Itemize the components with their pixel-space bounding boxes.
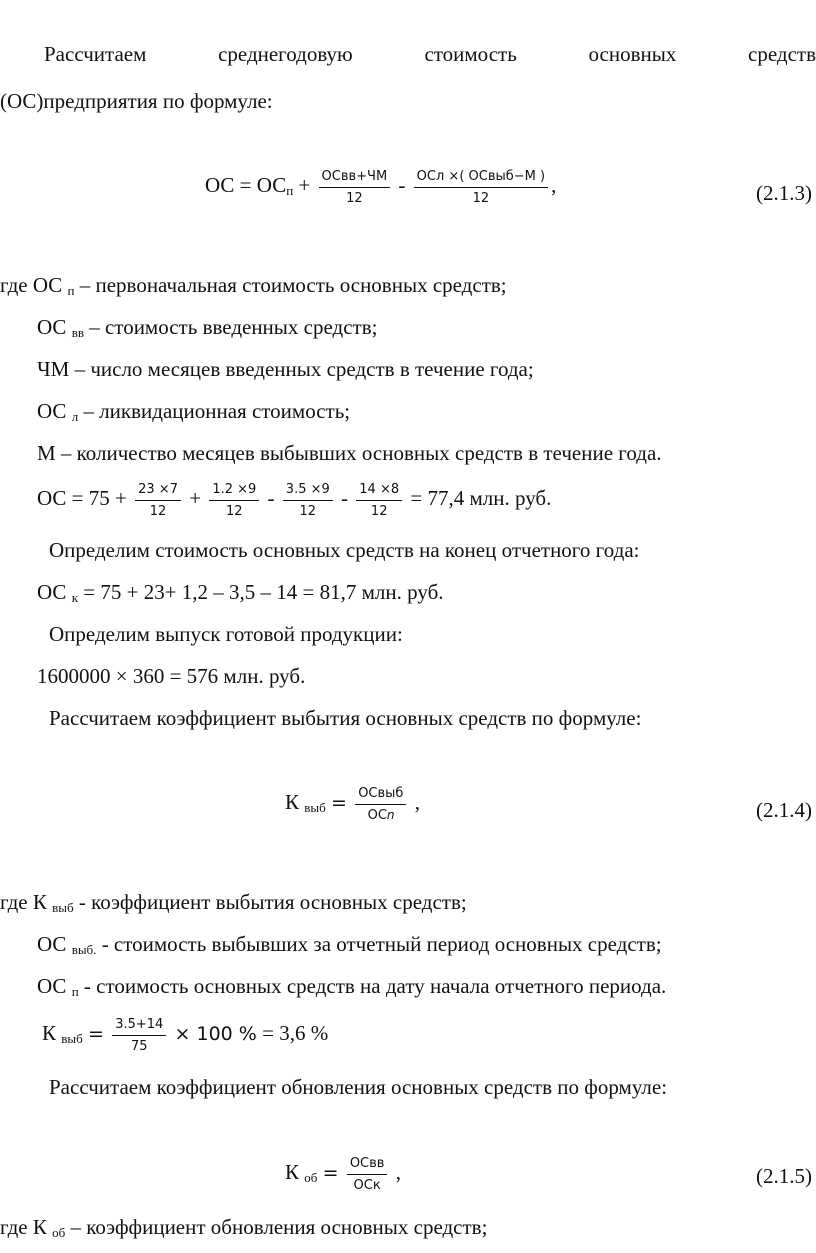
equation-2-1-5: К $_{об}$ = $\frac{\text{ОСвв}}{\text{ОСк}}$ , xyxy=(285,1155,401,1193)
fraction: $\frac{3.5 \times 9}{12}$ xyxy=(283,482,333,519)
definition-line: ОС $_л$ – ликвидационная стоимость; xyxy=(37,399,351,424)
calculation-line: К $_{выб}$ = $\frac{3.5+14}{75}$ × 100 % = 3,6 % xyxy=(42,1016,329,1054)
fraction: $\frac{\text{ОСвв+ЧМ}}{12}$ xyxy=(319,169,391,206)
fraction: $\frac{3.5+14}{75}$ xyxy=(112,1017,166,1054)
intro-word: среднегодовую xyxy=(218,42,353,66)
definition-line: ОС $_{вв}$ – стоимость введенных средств; xyxy=(37,315,378,340)
fraction: $\frac{\text{ОСвв}}{\text{ОСк}}$ xyxy=(347,1156,388,1193)
fraction: $\frac{\text{ОСвыб}}{\text{ОС𝑛}}$ xyxy=(355,786,406,823)
definition-line: М – количество месяцев выбывших основных средств в течение года. xyxy=(37,441,662,465)
paragraph-line: Определим выпуск готовой продукции: xyxy=(49,622,403,646)
intro-word: средств xyxy=(748,42,816,66)
definition-line: где ОС $_п$ – первоначальная стоимость основных средств; xyxy=(0,273,507,298)
definition-line: ОС $_{выб.}$ - стоимость выбывших за отчетный период основных средств; xyxy=(37,932,662,957)
equation-number: (2.1.3) xyxy=(756,181,812,205)
definition-line: где К $_{об}$ – коэффициент обновления основных средств; xyxy=(0,1215,488,1240)
intro-word: основных xyxy=(588,42,677,66)
intro-line-1 xyxy=(44,42,816,67)
equation-number: (2.1.4) xyxy=(756,798,812,822)
calculation-line: ОС $_к$ = 75 + 23+ 1,2 – 3,5 – 14 = 81,7 млн. руб. xyxy=(37,580,444,605)
intro-line-2: (ОС)предприятия по формуле: xyxy=(0,89,273,113)
definition-line: ЧМ – число месяцев введенных средств в течение года; xyxy=(37,357,534,381)
fraction: $\frac{\text{ОСл ×( ОСвыб−М )}}{12}$ xyxy=(414,169,548,206)
fraction: $\frac{14 \times 8}{12}$ xyxy=(356,482,402,519)
calculation-line: 1600000 × 360 = 576 млн. руб. xyxy=(37,664,306,688)
equation-2-1-4: К $_{выб}$ = $\frac{\text{ОСвыб}}{\text{ОС𝑛}}$ , xyxy=(285,785,420,823)
paragraph-line: Рассчитаем коэффициент обновления основных средств по формуле: xyxy=(49,1075,668,1099)
intro-word: Рассчитаем xyxy=(44,42,147,66)
paragraph-line: Определим стоимость основных средств на конец отчетного года: xyxy=(49,538,640,562)
fraction: $\frac{1.2 \times 9}{12}$ xyxy=(209,482,259,519)
equation-2-1-3: ОС = $ОС_п$ + $\frac{\text{ОСвв+ЧМ}}{12}$ - $\frac{\text{ОСл ×( ОСвыб−М )}}{12}$ , xyxy=(205,168,557,206)
definition-line: ОС $_п$ - стоимость основных средств на дату начала отчетного периода. xyxy=(37,974,667,999)
intro-word: стоимость xyxy=(424,42,517,66)
equation-number: (2.1.5) xyxy=(756,1164,812,1188)
paragraph-line: Рассчитаем коэффициент выбытия основных средств по формуле: xyxy=(49,706,642,730)
calculation-line: ОС = 75 + $\frac{23 \times 7}{12}$ + $\frac{1.2 \times 9}{12}$ - $\frac{3.5 \times 9}{12}$ - $\frac{14 \times 8}{12}$ = 77,4 млн. руб. xyxy=(37,481,552,519)
fraction: $\frac{23 \times 7}{12}$ xyxy=(135,482,181,519)
definition-line: где К $_{выб}$ - коэффициент выбытия основных средств; xyxy=(0,890,467,915)
